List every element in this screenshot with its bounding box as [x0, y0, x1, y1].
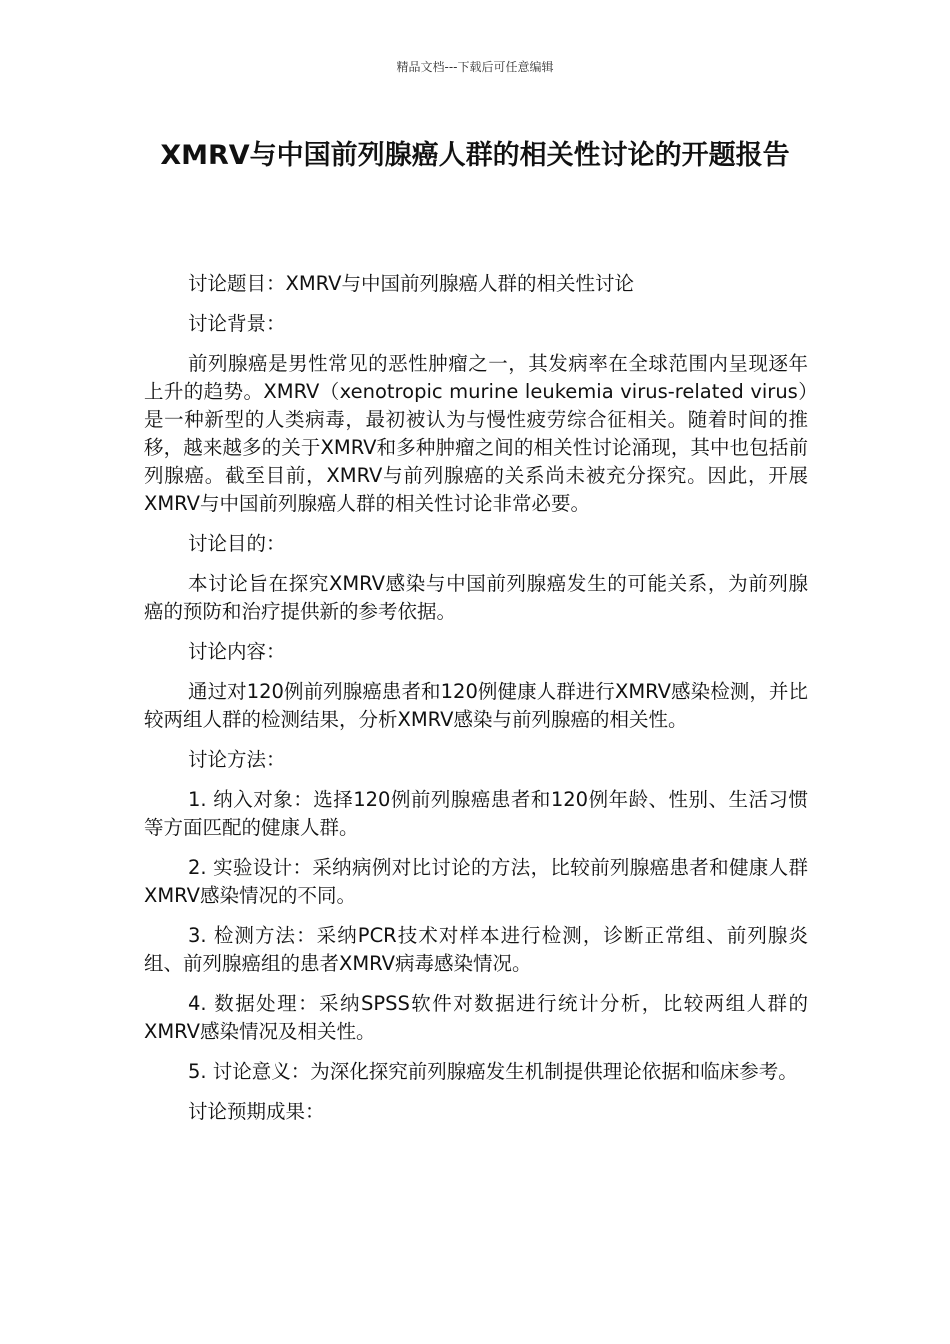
method-item-2: 2. 实验设计：采纳病例对比讨论的方法，比较前列腺癌患者和健康人群XMRV感染情况的不同。 — [144, 856, 808, 907]
method-item-1: 1. 纳入对象：选择120例前列腺癌患者和120例年龄、性别、生活习惯等方面匹配的健康人群。 — [144, 788, 808, 839]
paragraph-content: 通过对120例前列腺癌患者和120例健康人群进行XMRV感染检测，并比较两组人群的检测结果，分析XMRV感染与前列腺癌的相关性。 — [144, 680, 808, 731]
heading-background: 讨论背景： — [188, 312, 286, 335]
method-item-3: 3. 检测方法：采纳PCR技术对样本进行检测，诊断正常组、前列腺炎组、前列腺癌组的患者XMRV病毒感染情况。 — [144, 924, 808, 975]
heading-expected-results: 讨论预期成果： — [188, 1100, 325, 1123]
document-title: XMRV与中国前列腺癌人群的相关性讨论的开题报告 — [160, 140, 790, 171]
paragraph-background: 前列腺癌是男性常见的恶性肿瘤之一，其发病率在全球范围内呈现逐年上升的趋势。XMRV（xenotropic murine leukemia virus-related virus）是一种新型的人类病毒，最初被认为与慢性疲劳综合征相关。随着时间的推移，越来越多的关于XMRV和多种肿瘤之间的相关性讨论涌现，其中也包括前列腺癌。截至目前，XMRV与前列腺癌的关系尚未被充分探究。因此，开展XMRV与中国前列腺癌人群的相关性讨论非常必要。 — [144, 352, 808, 515]
page-header-note: 精品文档---下载后可任意编辑 — [396, 60, 554, 74]
paragraph-purpose: 本讨论旨在探究XMRV感染与中国前列腺癌发生的可能关系，为前列腺癌的预防和治疗提供新的参考依据。 — [144, 572, 808, 623]
heading-content: 讨论内容： — [188, 640, 286, 663]
method-item-4: 4. 数据处理：采纳SPSS软件对数据进行统计分析，比较两组人群的XMRV感染情况及相关性。 — [144, 992, 808, 1043]
method-item-5: 5. 讨论意义：为深化探究前列腺癌发生机制提供理论依据和临床参考。 — [188, 1060, 798, 1083]
heading-methods: 讨论方法： — [188, 748, 286, 771]
paragraph-topic: 讨论题目：XMRV与中国前列腺癌人群的相关性讨论 — [188, 272, 635, 295]
document-body — [144, 270, 808, 1138]
heading-purpose: 讨论目的： — [188, 532, 286, 555]
